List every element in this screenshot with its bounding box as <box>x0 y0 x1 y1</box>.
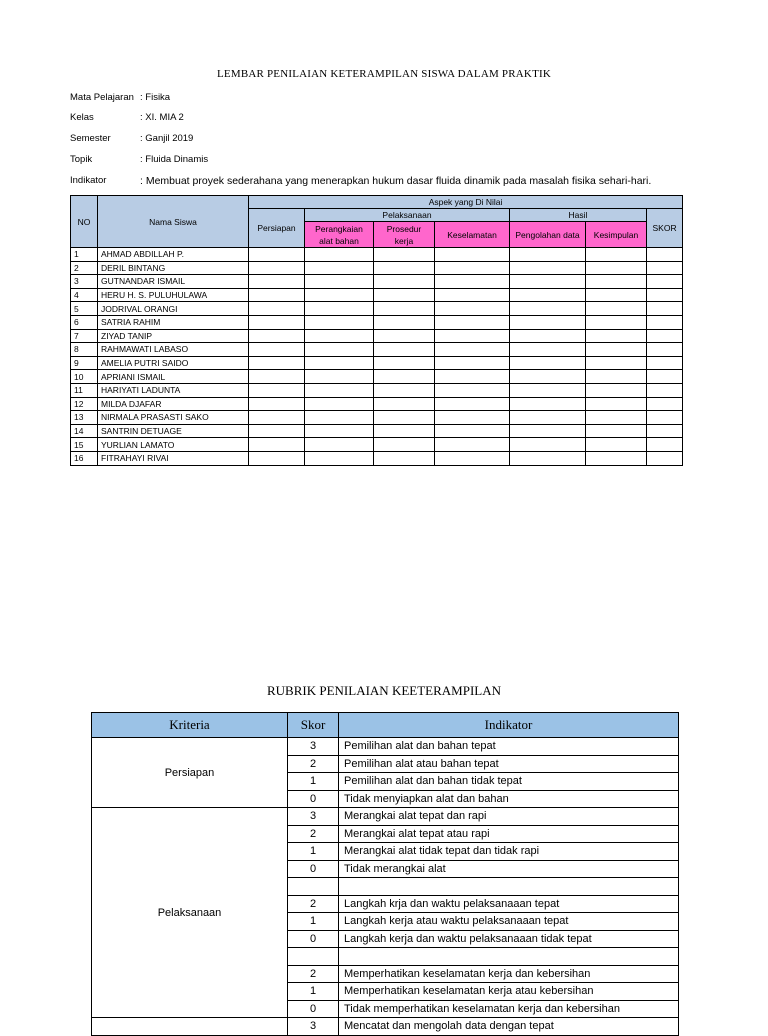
row-name: AMELIA PUTRI SAIDO <box>98 356 249 370</box>
rubric-header-skor: Skor <box>288 713 339 738</box>
row-no: 13 <box>71 411 98 425</box>
rubric-score: 2 <box>288 755 339 773</box>
meta-label: Topik <box>70 154 93 165</box>
rubric-score: 2 <box>288 825 339 843</box>
rubric-table <box>91 712 679 1036</box>
rubric-score <box>288 878 339 896</box>
rubric-indicator: Langkah kerja dan waktu pelaksanaaan tidak tepat <box>339 930 679 948</box>
rubric-indicator: Merangkai alat tepat atau rapi <box>339 825 679 843</box>
rubric-score: 1 <box>288 843 339 861</box>
table-row <box>71 315 683 329</box>
table-row <box>71 356 683 370</box>
rubric-row <box>92 808 679 826</box>
header-nama-siswa: Nama Siswa <box>98 196 249 248</box>
row-no: 6 <box>71 315 98 329</box>
meta-label: Indikator <box>70 175 107 186</box>
rubric-indicator <box>339 948 679 966</box>
header-keselamatan: Keselamatan <box>435 222 510 248</box>
row-name: NIRMALA PRASASTI SAKO <box>98 411 249 425</box>
header-skor: SKOR <box>647 209 683 248</box>
rubric-score: 2 <box>288 965 339 983</box>
table-row <box>71 302 683 316</box>
header-perangkaian: Perangkaian alat bahan <box>305 222 374 248</box>
criteria-persiapan: Persiapan <box>92 738 288 808</box>
row-name: DERIL BINTANG <box>98 261 249 275</box>
rubric-header-kriteria: Kriteria <box>92 713 288 738</box>
table-row <box>71 383 683 397</box>
row-no: 8 <box>71 343 98 357</box>
meta-label: Kelas <box>70 112 94 123</box>
row-no: 16 <box>71 451 98 465</box>
row-name: JODRIVAL ORANGI <box>98 302 249 316</box>
meta-value: : Fluida Dinamis <box>140 154 209 165</box>
meta-value: : Ganjil 2019 <box>140 133 194 144</box>
table-row <box>71 438 683 452</box>
header-hasil: Hasil <box>510 209 647 222</box>
row-name: APRIANI ISMAIL <box>98 370 249 384</box>
rubric-row <box>92 738 679 756</box>
rubric-score: 1 <box>288 913 339 931</box>
meta-label: Mata Pelajaran <box>70 92 134 103</box>
rubric-score: 0 <box>288 1000 339 1018</box>
rubric-score: 3 <box>288 808 339 826</box>
meta-value: : Fisika <box>140 92 171 103</box>
table-row <box>71 397 683 411</box>
rubric-indicator: Langkah krja dan waktu pelaksanaaan tepat <box>339 895 679 913</box>
row-name: YURLIAN LAMATO <box>98 438 249 452</box>
row-no: 7 <box>71 329 98 343</box>
row-name: MILDA DJAFAR <box>98 397 249 411</box>
header-kesimpulan: Kesimpulan <box>586 222 647 248</box>
rubric-indicator: Tidak memperhatikan keselamatan kerja dan kebersihan <box>339 1000 679 1018</box>
row-name: HERU H. S. PULUHULAWA <box>98 288 249 302</box>
rubric-score: 3 <box>288 1018 339 1036</box>
header-aspek: Aspek yang Di Nilai <box>249 196 683 209</box>
rubric-indicator: Memperhatikan keselamatan kerja atau kebersihan <box>339 983 679 1001</box>
rubric-indicator: Mencatat dan mengolah data dengan tepat <box>339 1018 679 1036</box>
rubric-score: 0 <box>288 860 339 878</box>
row-no: 2 <box>71 261 98 275</box>
row-no: 9 <box>71 356 98 370</box>
row-name: GUTNANDAR ISMAIL <box>98 275 249 289</box>
rubric-indicator: Pemilihan alat dan bahan tepat <box>339 738 679 756</box>
table-row <box>71 424 683 438</box>
row-no: 15 <box>71 438 98 452</box>
rubric-indicator: Merangkai alat tepat dan rapi <box>339 808 679 826</box>
assessment-table <box>70 195 683 466</box>
rubric-score: 0 <box>288 930 339 948</box>
meta-label: Semester <box>70 133 111 144</box>
criteria-next <box>92 1018 288 1036</box>
row-name: RAHMAWATI LABASO <box>98 343 249 357</box>
meta-value: : XI. MIA 2 <box>140 112 184 123</box>
header-prosedur: Prosedur kerja <box>374 222 435 248</box>
rubric-title: RUBRIK PENILAIAN KEETERAMPILAN <box>267 683 501 698</box>
row-no: 4 <box>71 288 98 302</box>
row-no: 10 <box>71 370 98 384</box>
rubric-indicator: Tidak merangkai alat <box>339 860 679 878</box>
header-no: NO <box>71 196 98 248</box>
rubric-indicator: Memperhatikan keselamatan kerja dan kebersihan <box>339 965 679 983</box>
row-no: 1 <box>71 248 98 262</box>
table-row <box>71 261 683 275</box>
rubric-indicator: Merangkai alat tidak tepat dan tidak rapi <box>339 843 679 861</box>
row-no: 5 <box>71 302 98 316</box>
header-pelaksanaan: Pelaksanaan <box>305 209 510 222</box>
table-row <box>71 343 683 357</box>
rubric-row <box>92 1018 679 1036</box>
criteria-pelaksanaan: Pelaksanaan <box>92 808 288 1018</box>
rubric-indicator: Pemilihan alat dan bahan tidak tepat <box>339 773 679 791</box>
rubric-indicator: Tidak menyiapkan alat dan bahan <box>339 790 679 808</box>
table-row <box>71 411 683 425</box>
row-name: HARIYATI LADUNTA <box>98 383 249 397</box>
rubric-header-indikator: Indikator <box>339 713 679 738</box>
row-no: 3 <box>71 275 98 289</box>
rubric-score: 1 <box>288 773 339 791</box>
table-row <box>71 370 683 384</box>
row-no: 12 <box>71 397 98 411</box>
header-pengolahan: Pengolahan data <box>510 222 586 248</box>
rubric-score: 3 <box>288 738 339 756</box>
table-row <box>71 248 683 262</box>
row-no: 11 <box>71 383 98 397</box>
table-row <box>71 451 683 465</box>
table-row <box>71 288 683 302</box>
document-title: LEMBAR PENILAIAN KETERAMPILAN SISWA DALAM PRAKTIK <box>217 68 551 80</box>
rubric-score: 0 <box>288 790 339 808</box>
row-name: ZIYAD TANIP <box>98 329 249 343</box>
header-persiapan: Persiapan <box>249 209 305 248</box>
rubric-score: 2 <box>288 895 339 913</box>
table-row <box>71 275 683 289</box>
rubric-score <box>288 948 339 966</box>
table-row <box>71 329 683 343</box>
row-name: SANTRIN DETUAGE <box>98 424 249 438</box>
meta-value: : Membuat proyek sederahana yang menerapkan hukum dasar fluida dinamik pada masalah fisika sehari-hari. <box>140 175 652 187</box>
row-name: SATRIA RAHIM <box>98 315 249 329</box>
rubric-indicator: Pemilihan alat atau bahan tepat <box>339 755 679 773</box>
rubric-indicator: Langkah kerja atau waktu pelaksanaaan tepat <box>339 913 679 931</box>
row-name: AHMAD ABDILLAH P. <box>98 248 249 262</box>
row-no: 14 <box>71 424 98 438</box>
rubric-indicator <box>339 878 679 896</box>
rubric-score: 1 <box>288 983 339 1001</box>
row-name: FITRAHAYI RIVAI <box>98 451 249 465</box>
